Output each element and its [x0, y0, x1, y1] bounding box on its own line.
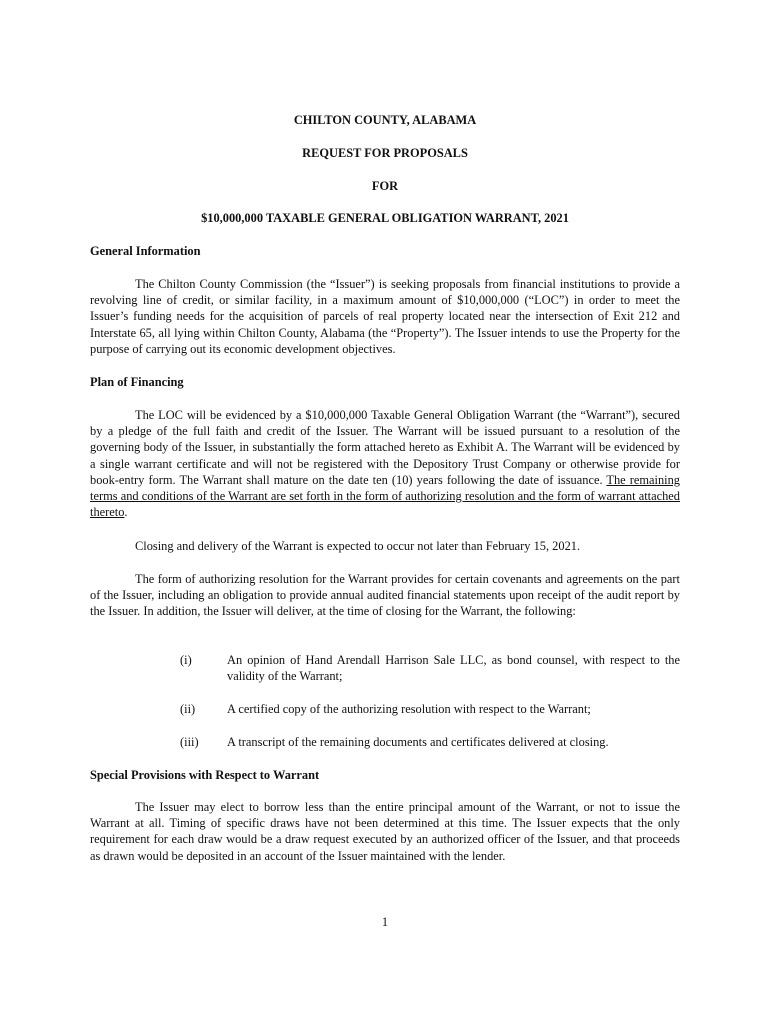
document-title-county: CHILTON COUNTY, ALABAMA — [293, 113, 477, 127]
plan-paragraph-text: The LOC will be evidenced by a $10,000,000 Taxable General Obligation Warrant (the “Warrant”), secured by a pledge of the full faith and credit of the Issuer. The Warrant will be issued pursuant to a resolution of the governing body of the Issuer, in substantially the form attached hereto as Exhibit A. The Warrant will be evidenced by a single warrant certificate and will not be registered with the Depository Trust Company or otherwise provide for book-entry form. The Warrant shall mature on the date ten (10) years following the date of issuance. — [90, 408, 680, 487]
list-item-number: (ii) — [180, 702, 196, 716]
list-item-text: An opinion of Hand Arendall Harrison Sale LLC, as bond counsel, with respect to the validity of the Warrant; — [227, 653, 680, 684]
closing-date-paragraph: Closing and delivery of the Warrant is expected to occur not later than February 15, 2021. — [135, 539, 581, 553]
plan-paragraph-end: . — [124, 505, 128, 520]
list-item — [180, 652, 680, 684]
list-item — [180, 734, 680, 750]
plan-of-financing-paragraph — [90, 407, 680, 520]
general-information-paragraph: The Chilton County Commission (the “Issuer”) is seeking proposals from financial institutions to provide a revolving line of credit, or similar facility, in a maximum amount of $10,000,000 (“LOC”) in order to meet the Issuer’s funding needs for the acquisition of parcels of real property located near the intersection of Exit 212 and Interstate 65, all lying within Chilton County, Alabama (the “Property”). The Issuer intends to use the Property for the purpose of carrying out its economic development objectives. — [90, 277, 680, 356]
list-item — [180, 701, 680, 717]
list-item-number: (i) — [180, 653, 192, 667]
list-item-number: (iii) — [180, 735, 199, 749]
list-item-text: A certified copy of the authorizing resolution with respect to the Warrant; — [227, 702, 591, 716]
document-title-for: FOR — [371, 179, 399, 193]
special-provisions-paragraph: The Issuer may elect to borrow less than the entire principal amount of the Warrant, or not to issue the Warrant at all. Timing of specific draws have not been determined at this time. The Issuer expects that the only requirement for each draw would be a draw request executed by an authorized officer of the Issuer, and that proceeds as drawn would be deposited in an account of the Issuer maintained with the lender. — [90, 800, 680, 863]
document-title-rfp: REQUEST FOR PROPOSALS — [302, 146, 468, 160]
page-number: 1 — [381, 915, 389, 929]
document-title-warrant: $10,000,000 TAXABLE GENERAL OBLIGATION WARRANT, 2021 — [201, 211, 569, 225]
plan-paragraph-underlined-text: The remaining terms and conditions of the Warrant are set forth in the form of authorizing resolution and the form of warrant attached thereto — [90, 472, 680, 520]
list-item-text: A transcript of the remaining documents and certificates delivered at closing. — [227, 735, 609, 749]
section-heading-special-provisions: Special Provisions with Respect to Warrant — [90, 768, 320, 782]
authorizing-resolution-paragraph: The form of authorizing resolution for the Warrant provides for certain covenants and agreements on the part of the Issuer, including an obligation to provide annual audited financial statements upon receipt of the audit report by the Issuer. In addition, the Issuer will deliver, at the time of closing for the Warrant, the following: — [90, 572, 680, 619]
section-heading-plan-of-financing: Plan of Financing — [90, 375, 184, 389]
section-heading-general-information: General Information — [90, 244, 201, 258]
